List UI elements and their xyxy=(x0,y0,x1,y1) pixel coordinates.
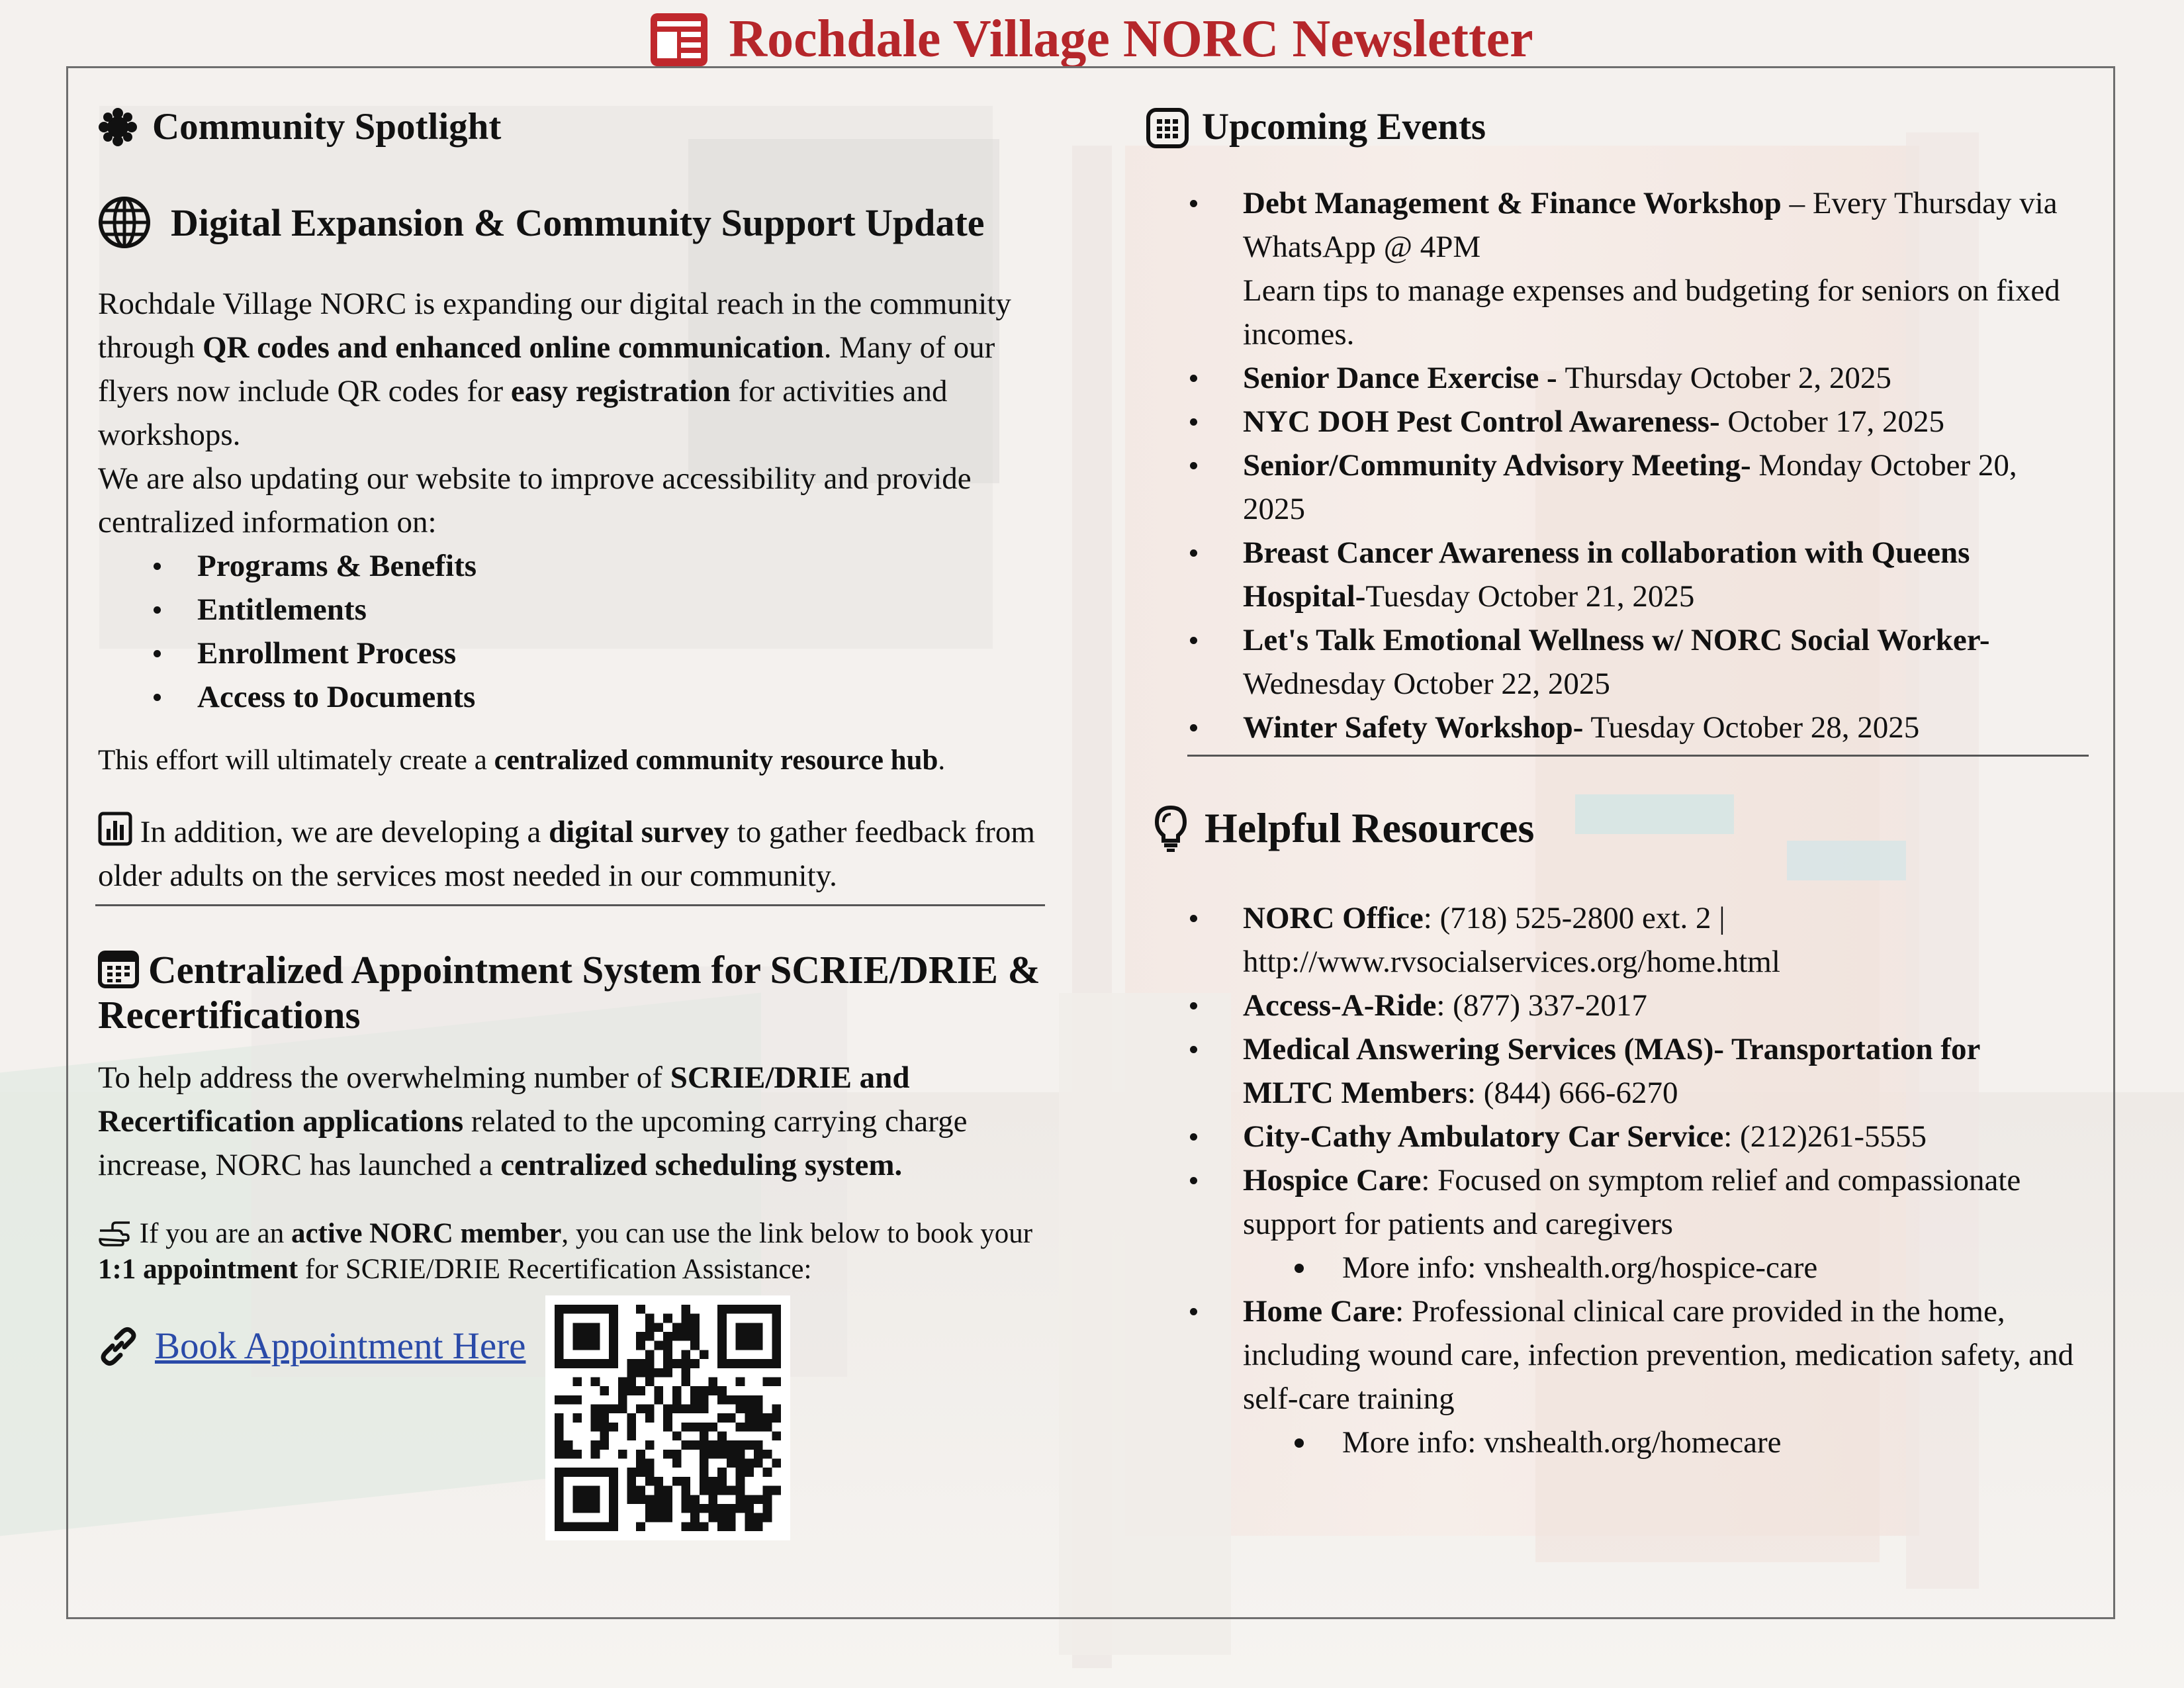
event-item: Winter Safety Workshop- Tuesday October 28, 2025 xyxy=(1189,706,2075,749)
bar-chart-icon xyxy=(98,812,132,846)
resource-item: City-Cathy Ambulatory Car Service: (212)261-5555 xyxy=(1189,1115,2075,1158)
appointment-heading: Centralized Appointment System for SCRIE/DRIE & Recertifications xyxy=(98,948,1040,1037)
resources-list xyxy=(1189,896,2075,1464)
community-spotlight-heading: Community Spotlight xyxy=(98,105,1044,150)
resource-more-info: More info: vnshealth.org/homecare xyxy=(1243,1421,2075,1464)
resource-item: Hospice Care: Focused on symptom relief and compassionate support for patients and caregivers More info: vnshealth.org/hospice-care xyxy=(1189,1158,2075,1289)
resource-item: Medical Answering Services (MAS)- Transportation for MLTC Members: (844) 666-6270 xyxy=(1189,1027,2075,1115)
qr-code xyxy=(545,1295,790,1540)
member-paragraph: If you are an active NORC member, you can use the link below to book your 1:1 appointment for SCRIE/DRIE Recertification Assistance: xyxy=(98,1218,1033,1286)
survey-paragraph: In addition, we are developing a digital survey to gather feedback from older adults on the services most needed in our community. xyxy=(98,810,1044,898)
upcoming-events-heading: Upcoming Events xyxy=(1146,105,2093,150)
booking-row xyxy=(98,1298,1044,1540)
splat-icon xyxy=(98,107,138,147)
left-column xyxy=(98,99,1044,1540)
digital-paragraph-1: Rochdale Village NORC is expanding our digital reach in the community through QR codes and enhanced online communication. Many of our flyers now include QR codes for easy registration for activities and workshops. xyxy=(98,287,1011,453)
event-item: Debt Management & Finance Workshop – Every Thursday via WhatsApp @ 4PM Learn tips to manage expenses and budgeting for seniors on fixed incomes. xyxy=(1189,181,2075,356)
list-item: Enrollment Process xyxy=(98,632,1044,675)
list-item: Access to Documents xyxy=(98,675,1044,719)
pointing-hand-icon xyxy=(98,1220,132,1246)
helpful-resources-heading: Helpful Resources xyxy=(1154,803,2093,854)
list-item: Programs & Benefits xyxy=(98,544,1044,588)
link-icon xyxy=(98,1326,139,1367)
digital-expansion-heading: Digital Expansion & Community Support Update xyxy=(98,196,1044,249)
section-divider xyxy=(1187,755,2089,757)
event-item: Let's Talk Emotional Wellness w/ NORC Social Worker- Wednesday October 22, 2025 xyxy=(1189,618,2075,706)
resource-item: NORC Office: (718) 525-2800 ext. 2 | http://www.rvsocialservices.org/home.html xyxy=(1189,896,2075,984)
events-list xyxy=(1189,181,2075,749)
digital-paragraph-3: This effort will ultimately create a centralized community resource hub. xyxy=(98,745,946,776)
resource-item: Access-A-Ride: (877) 337-2017 xyxy=(1189,984,2075,1027)
resource-more-info: More info: vnshealth.org/hospice-care xyxy=(1243,1246,2075,1289)
calendar-icon xyxy=(98,947,139,988)
lightbulb-icon xyxy=(1154,805,1187,853)
event-item: Senior/Community Advisory Meeting- Monday October 20, 2025 xyxy=(1189,444,2075,531)
right-column xyxy=(1146,99,2093,1464)
globe-icon xyxy=(98,196,151,249)
list-item: Entitlements xyxy=(98,588,1044,632)
appointment-paragraph: To help address the overwhelming number of SCRIE/DRIE and Recertification applications related to the upcoming carrying charge increase, NORC has launched a centralized scheduling system. xyxy=(98,1060,968,1183)
event-item: Breast Cancer Awareness in collaboration with Queens Hospital-Tuesday October 21, 2025 xyxy=(1189,531,2075,618)
calendar-icon xyxy=(1146,106,1189,148)
digital-paragraph-2: We are also updating our website to improve accessibility and provide centralized information on: xyxy=(98,461,972,540)
info-list xyxy=(98,544,1044,719)
resource-item: Home Care: Professional clinical care provided in the home, including wound care, infection prevention, medication safety, and self-care training More info: vnshealth.org/homecare xyxy=(1189,1289,2075,1464)
section-divider xyxy=(95,904,1045,906)
newspaper-icon xyxy=(651,13,707,66)
book-appointment-link[interactable]: Book Appointment Here xyxy=(155,1325,526,1368)
newsletter-title: Rochdale Village NORC Newsletter xyxy=(729,10,1533,68)
event-item: Senior Dance Exercise - Thursday October 2, 2025 xyxy=(1189,356,2075,400)
event-item: NYC DOH Pest Control Awareness- October 17, 2025 xyxy=(1189,400,2075,444)
newsletter-header xyxy=(0,9,2184,70)
